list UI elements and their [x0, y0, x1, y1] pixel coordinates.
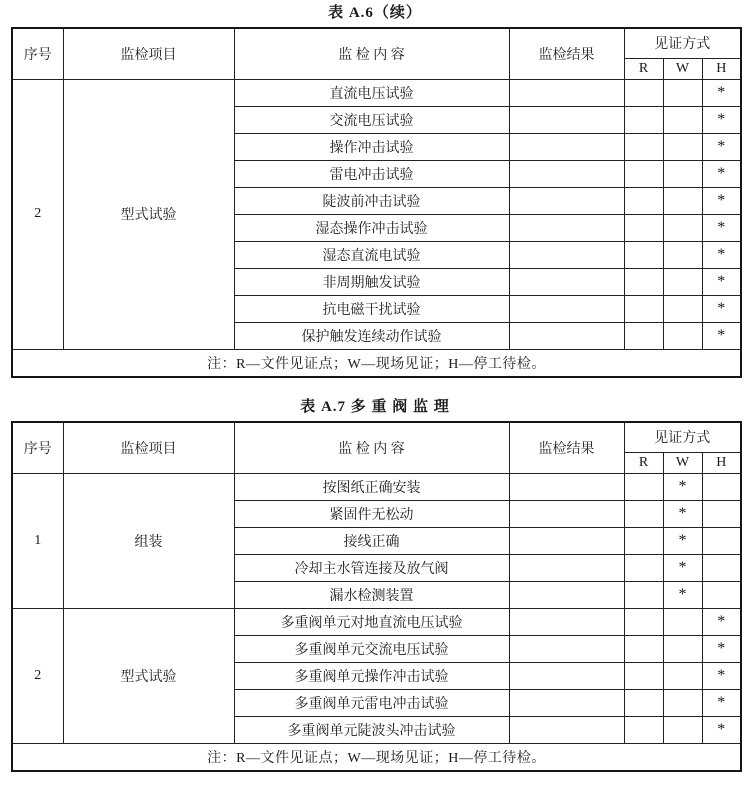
cell-mark-r: [624, 106, 663, 133]
cell-result: [509, 214, 624, 241]
cell-mark-w: [663, 133, 702, 160]
cell-result: [509, 473, 624, 500]
table-row: [12, 349, 741, 377]
cell-mark-r: [624, 608, 663, 635]
cell-mark-h: *: [702, 106, 741, 133]
cell-mark-r: [624, 160, 663, 187]
cell-result: [509, 295, 624, 322]
cell-result: [509, 241, 624, 268]
cell-seq: 2: [12, 608, 63, 743]
table-a7-title: 表 A.7 多 重 阀 监 理: [300, 399, 450, 415]
cell-mark-h: [702, 500, 741, 527]
cell-mark-w: *: [663, 473, 702, 500]
cell-mark-w: [663, 716, 702, 743]
cell-content: 雷电冲击试验: [234, 160, 509, 187]
cell-mark-h: [702, 554, 741, 581]
cell-content: 接线正确: [234, 527, 509, 554]
cell-mark-r: [624, 133, 663, 160]
cell-mark-h: *: [702, 716, 741, 743]
header-sub-h: H: [702, 452, 741, 473]
table-a7: [11, 421, 742, 772]
cell-mark-h: *: [702, 187, 741, 214]
table-a6-title: 表 A.6（续）: [328, 5, 422, 21]
cell-content: 湿态操作冲击试验: [234, 214, 509, 241]
cell-mark-r: [624, 241, 663, 268]
cell-result: [509, 581, 624, 608]
cell-mark-h: [702, 527, 741, 554]
cell-result: [509, 689, 624, 716]
cell-mark-r: [624, 214, 663, 241]
cell-content: 交流电压试验: [234, 106, 509, 133]
cell-mark-w: [663, 241, 702, 268]
header-seq: 序号: [12, 422, 63, 473]
header-sub-r: R: [624, 452, 663, 473]
cell-mark-h: *: [702, 689, 741, 716]
cell-item: 型式试验: [63, 79, 234, 349]
cell-mark-w: [663, 268, 702, 295]
cell-result: [509, 635, 624, 662]
cell-mark-h: *: [702, 268, 741, 295]
cell-mark-w: [663, 608, 702, 635]
cell-mark-r: [624, 322, 663, 349]
cell-seq: 2: [12, 79, 63, 349]
table-a6: [11, 27, 742, 378]
cell-mark-r: [624, 268, 663, 295]
header-sub-h: H: [702, 58, 741, 79]
cell-mark-r: [624, 187, 663, 214]
cell-mark-r: [624, 662, 663, 689]
cell-content: 多重阀单元交流电压试验: [234, 635, 509, 662]
cell-mark-w: [663, 295, 702, 322]
cell-content: 多重阀单元陡波头冲击试验: [234, 716, 509, 743]
header-content: 监 检 内 容: [234, 28, 509, 79]
cell-result: [509, 554, 624, 581]
header-witness: 见证方式: [624, 28, 741, 58]
cell-mark-r: [624, 295, 663, 322]
cell-content: 抗电磁干扰试验: [234, 295, 509, 322]
cell-result: [509, 500, 624, 527]
cell-mark-h: [702, 581, 741, 608]
cell-mark-w: [663, 689, 702, 716]
cell-mark-w: *: [663, 527, 702, 554]
cell-mark-h: *: [702, 608, 741, 635]
cell-mark-w: *: [663, 500, 702, 527]
cell-mark-h: *: [702, 635, 741, 662]
cell-content: 冷却主水管连接及放气阀: [234, 554, 509, 581]
header-witness: 见证方式: [624, 422, 741, 452]
table-row: [12, 422, 741, 452]
cell-result: [509, 187, 624, 214]
header-result: 监检结果: [509, 422, 624, 473]
cell-mark-h: *: [702, 214, 741, 241]
cell-mark-r: [624, 635, 663, 662]
cell-content: 按图纸正确安装: [234, 473, 509, 500]
cell-mark-h: *: [702, 322, 741, 349]
table-row: [12, 28, 741, 58]
header-sub-w: W: [663, 452, 702, 473]
cell-mark-w: [663, 662, 702, 689]
header-result: 监检结果: [509, 28, 624, 79]
cell-mark-w: [663, 635, 702, 662]
cell-mark-h: [702, 473, 741, 500]
cell-content: 湿态直流电试验: [234, 241, 509, 268]
cell-content: 非周期触发试验: [234, 268, 509, 295]
table-note: 注：R—文件见证点；W—现场见证；H—停工待检。: [12, 743, 741, 771]
cell-mark-r: [624, 79, 663, 106]
cell-item: 型式试验: [63, 608, 234, 743]
cell-content: 多重阀单元对地直流电压试验: [234, 608, 509, 635]
cell-mark-h: *: [702, 79, 741, 106]
cell-mark-w: [663, 214, 702, 241]
cell-mark-w: [663, 160, 702, 187]
cell-mark-h: *: [702, 160, 741, 187]
header-sub-r: R: [624, 58, 663, 79]
header-sub-w: W: [663, 58, 702, 79]
cell-result: [509, 133, 624, 160]
header-seq: 序号: [12, 28, 63, 79]
cell-content: 陡波前冲击试验: [234, 187, 509, 214]
cell-mark-w: *: [663, 581, 702, 608]
cell-result: [509, 608, 624, 635]
table-row: [12, 79, 741, 106]
cell-seq: 1: [12, 473, 63, 608]
header-item: 监检项目: [63, 28, 234, 79]
cell-content: 漏水检测装置: [234, 581, 509, 608]
cell-content: 操作冲击试验: [234, 133, 509, 160]
cell-mark-w: [663, 322, 702, 349]
cell-content: 保护触发连续动作试验: [234, 322, 509, 349]
header-item: 监检项目: [63, 422, 234, 473]
cell-result: [509, 268, 624, 295]
table-row: [12, 608, 741, 635]
cell-result: [509, 106, 624, 133]
cell-mark-r: [624, 689, 663, 716]
cell-result: [509, 160, 624, 187]
cell-mark-h: *: [702, 662, 741, 689]
cell-mark-r: [624, 581, 663, 608]
cell-mark-w: [663, 187, 702, 214]
cell-mark-w: [663, 106, 702, 133]
cell-mark-r: [624, 473, 663, 500]
cell-mark-h: *: [702, 241, 741, 268]
table-row: [12, 473, 741, 500]
cell-content: 多重阀单元操作冲击试验: [234, 662, 509, 689]
cell-mark-w: *: [663, 554, 702, 581]
cell-result: [509, 662, 624, 689]
cell-content: 直流电压试验: [234, 79, 509, 106]
cell-mark-r: [624, 527, 663, 554]
table-row: [12, 743, 741, 771]
cell-result: [509, 322, 624, 349]
cell-mark-r: [624, 554, 663, 581]
cell-mark-h: *: [702, 133, 741, 160]
table-note: 注：R—文件见证点；W—现场见证；H—停工待检。: [12, 349, 741, 377]
cell-result: [509, 527, 624, 554]
cell-mark-r: [624, 500, 663, 527]
cell-mark-h: *: [702, 295, 741, 322]
cell-mark-w: [663, 79, 702, 106]
cell-content: 多重阀单元雷电冲击试验: [234, 689, 509, 716]
cell-result: [509, 79, 624, 106]
cell-mark-r: [624, 716, 663, 743]
header-content: 监 检 内 容: [234, 422, 509, 473]
cell-result: [509, 716, 624, 743]
cell-item: 组装: [63, 473, 234, 608]
cell-content: 紧固件无松动: [234, 500, 509, 527]
